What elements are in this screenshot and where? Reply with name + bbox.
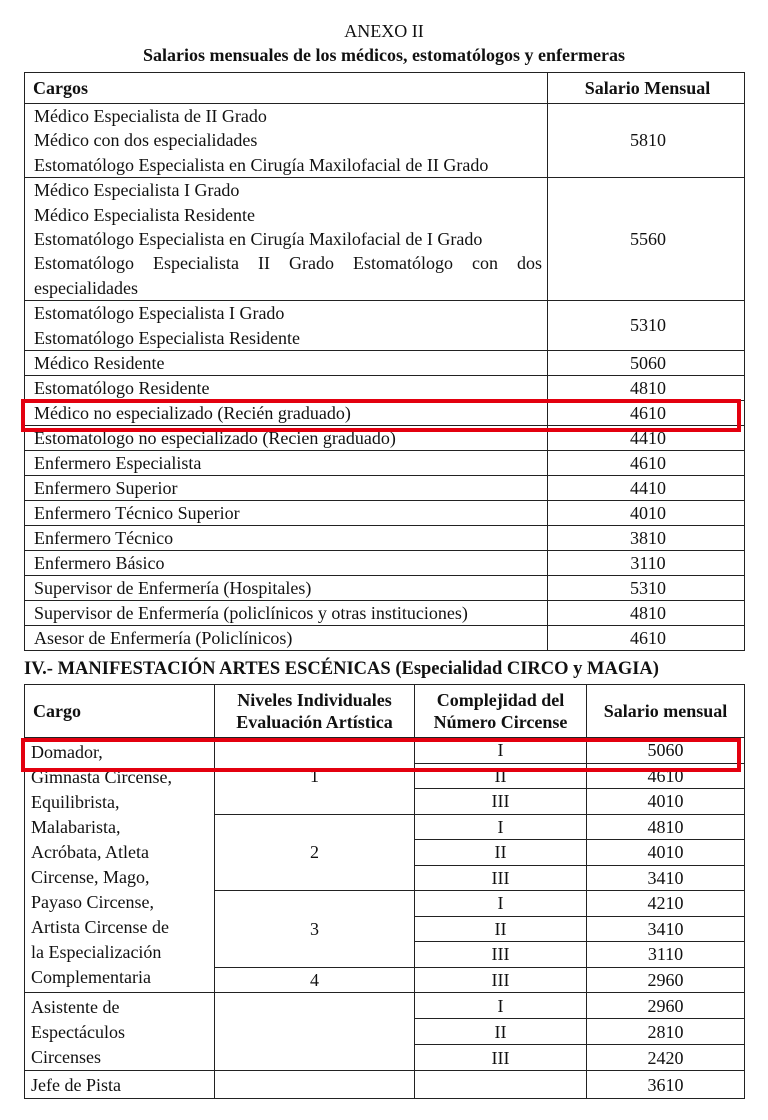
cargo-cell — [25, 104, 548, 178]
cargo-cell: Enfermero Técnico — [25, 526, 548, 551]
complejidad-cell: II — [415, 916, 587, 942]
cargo-line: Médico Especialista de II Grado — [34, 106, 267, 126]
table-row — [25, 526, 745, 551]
header-niveles: Niveles Individuales Evaluación Artística — [215, 685, 415, 738]
salary-cell: 2420 — [587, 1045, 745, 1071]
salary-cell: 3610 — [587, 1071, 745, 1099]
cargo-line: la Especialización — [31, 942, 162, 962]
header-cargos: Cargos — [25, 73, 548, 104]
circus-salary-table — [24, 684, 745, 1099]
cargo-line: Estomatólogo Especialista en Cirugía Maxilofacial de I Grado — [34, 229, 483, 250]
cargo-cell: Médico no especializado (Recién graduado) — [25, 401, 548, 426]
cargo-cell: Jefe de Pista — [25, 1071, 215, 1099]
complejidad-cell: II — [415, 1019, 587, 1045]
annex-subtitle: Salarios mensuales de los médicos, estomatólogos y enfermeras — [143, 45, 625, 65]
salary-cell: 4010 — [587, 789, 745, 815]
cargo-line: Estomatólogo Especialista I Grado — [34, 303, 285, 324]
salary-cell: 2960 — [587, 967, 745, 993]
cargo-line: Médico Especialista Residente — [34, 204, 255, 225]
salary-cell: 4610 — [548, 451, 745, 476]
table-row — [25, 426, 745, 451]
nivel-cell — [215, 993, 415, 1071]
annex-title: ANEXO II — [344, 21, 424, 41]
complejidad-cell: III — [415, 1045, 587, 1071]
table-row — [25, 104, 745, 178]
table-row — [25, 451, 745, 476]
complejidad-cell: III — [415, 789, 587, 815]
complejidad-cell: I — [415, 814, 587, 840]
cargo-line: Espectáculos — [31, 1022, 125, 1042]
salary-cell: 5310 — [548, 576, 745, 601]
cargo-line: Payaso Circense, — [31, 892, 154, 912]
cargo-cell — [25, 301, 548, 351]
salary-cell: 2810 — [587, 1019, 745, 1045]
table-row — [25, 351, 745, 376]
salary-cell: 4410 — [548, 426, 745, 451]
cargo-cell — [25, 178, 548, 301]
table-row — [25, 501, 745, 526]
cargo-line: Complementaria — [31, 967, 151, 987]
salary-cell: 4610 — [548, 626, 745, 651]
salary-cell: 4010 — [548, 501, 745, 526]
salary-cell: 2960 — [587, 993, 745, 1019]
nivel-cell: 1 — [215, 738, 415, 815]
cargo-cell: Enfermero Básico — [25, 551, 548, 576]
complejidad-cell: I — [415, 891, 587, 917]
nivel-cell — [215, 1071, 415, 1099]
cargo-cell: Estomatólogo Residente — [25, 376, 548, 401]
cargo-line: Acróbata, Atleta — [31, 842, 149, 862]
salary-cell: 4210 — [587, 891, 745, 917]
table-row — [25, 576, 745, 601]
cargo-cell: Supervisor de Enfermería (Hospitales) — [25, 576, 548, 601]
complejidad-cell: II — [415, 840, 587, 866]
salary-cell: 4810 — [587, 814, 745, 840]
salary-cell: 5810 — [548, 104, 745, 178]
salary-cell: 4610 — [548, 401, 745, 426]
table-row — [25, 993, 745, 1019]
cargo-cell — [25, 993, 215, 1071]
salary-cell: 3410 — [587, 916, 745, 942]
cargo-line: Médico con dos especialidades — [34, 130, 258, 151]
cargo-line: Estomatólogo Especialista II Grado Estomatólogo con dos especialidades — [34, 253, 542, 298]
table-row — [25, 626, 745, 651]
complejidad-cell: III — [415, 967, 587, 993]
complejidad-cell: I — [415, 738, 587, 764]
salary-cell: 5060 — [548, 351, 745, 376]
header-salario-mensual: Salario mensual — [587, 685, 745, 738]
cargo-cell: Enfermero Técnico Superior — [25, 501, 548, 526]
complejidad-cell: II — [415, 763, 587, 789]
cargo-cell: Enfermero Especialista — [25, 451, 548, 476]
salary-cell: 3410 — [587, 865, 745, 891]
table-header-row — [25, 685, 745, 738]
table-row — [25, 301, 745, 351]
table-row — [25, 601, 745, 626]
cargo-cell: Médico Residente — [25, 351, 548, 376]
salary-cell: 5060 — [587, 738, 745, 764]
complejidad-cell — [415, 1071, 587, 1099]
salary-cell: 3110 — [548, 551, 745, 576]
table-row — [25, 551, 745, 576]
cargo-line: Estomatólogo Especialista Residente — [34, 327, 300, 348]
cargo-line: Equilibrista, — [31, 792, 120, 812]
table-row — [25, 376, 745, 401]
table-row — [25, 1071, 745, 1099]
table-row — [25, 476, 745, 501]
table-row — [25, 738, 745, 764]
table-header-row — [25, 73, 745, 104]
salary-cell: 3110 — [587, 942, 745, 968]
section-title: IV.- MANIFESTACIÓN ARTES ESCÉNICAS (Especialidad CIRCO y MAGIA) — [24, 659, 659, 679]
cargo-line: Asistente de — [31, 997, 120, 1017]
cargo-cell: Estomatologo no especializado (Recien graduado) — [25, 426, 548, 451]
complejidad-cell: III — [415, 942, 587, 968]
cargo-line: Circenses — [31, 1047, 101, 1067]
header-salario-mensual: Salario Mensual — [548, 73, 745, 104]
medical-salary-table — [24, 72, 745, 651]
salary-cell: 4610 — [587, 763, 745, 789]
cargo-line: Malabarista, — [31, 817, 121, 837]
cargo-line: Circense, Mago, — [31, 867, 150, 887]
cargo-cell — [25, 738, 215, 993]
cargo-cell: Supervisor de Enfermería (policlínicos y otras instituciones) — [25, 601, 548, 626]
salary-cell: 5560 — [548, 178, 745, 301]
nivel-cell: 2 — [215, 814, 415, 891]
table-row — [25, 178, 745, 301]
cargo-line: Artista Circense de — [31, 917, 169, 937]
salary-cell: 4010 — [587, 840, 745, 866]
salary-cell: 4410 — [548, 476, 745, 501]
cargo-cell: Asesor de Enfermería (Policlínicos) — [25, 626, 548, 651]
cargo-cell: Enfermero Superior — [25, 476, 548, 501]
header-complejidad: Complejidad del Número Circense — [415, 685, 587, 738]
salary-cell: 3810 — [548, 526, 745, 551]
salary-cell: 4810 — [548, 376, 745, 401]
cargo-line: Gimnasta Circense, — [31, 767, 172, 787]
header-cargo: Cargo — [25, 685, 215, 738]
salary-cell: 4810 — [548, 601, 745, 626]
nivel-cell: 3 — [215, 891, 415, 968]
table-row — [25, 401, 745, 426]
cargo-line: Estomatólogo Especialista en Cirugía Maxilofacial de II Grado — [34, 154, 489, 175]
cargo-line: Domador, — [31, 742, 103, 762]
nivel-cell: 4 — [215, 967, 415, 993]
cargo-line: Médico Especialista I Grado — [34, 180, 240, 201]
complejidad-cell: III — [415, 865, 587, 891]
salary-cell: 5310 — [548, 301, 745, 351]
complejidad-cell: I — [415, 993, 587, 1019]
